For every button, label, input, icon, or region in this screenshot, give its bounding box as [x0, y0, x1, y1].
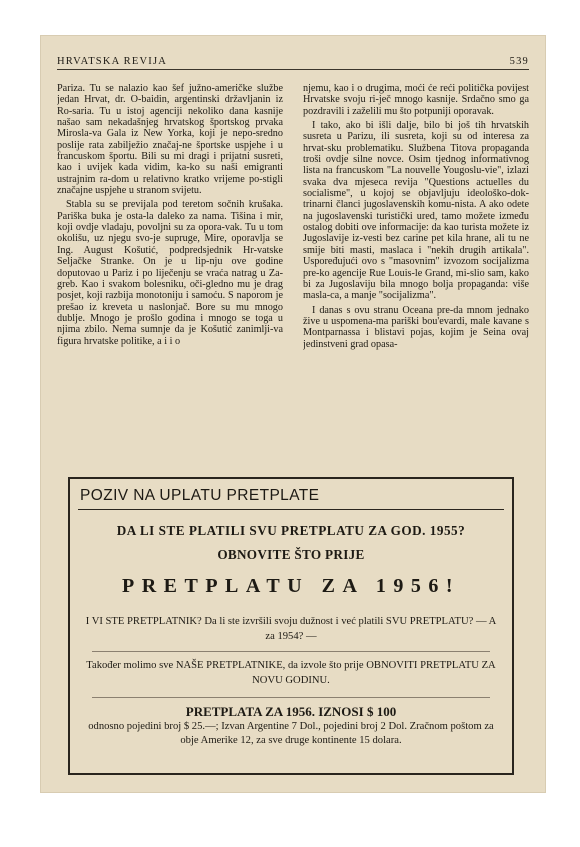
- right-paragraph-1: njemu, kao i o drugima, moći će reći politička povijest Hrvatske svoju ri-ječ mnogo kasnije. Srdačno smo ga pozdravili i zaželili mu što potpuniji oporavak.: [303, 83, 529, 117]
- notice-title: POZIV NA UPLATU PRETPLATE: [80, 487, 320, 504]
- notice-price-heading: PRETPLATA ZA 1956. IZNOSI $ 100: [185, 704, 397, 719]
- running-header: [57, 49, 529, 70]
- journal-page: [40, 35, 546, 793]
- right-column: [303, 83, 529, 493]
- notice-title-rule: [78, 509, 504, 510]
- page-number: 539: [509, 56, 529, 67]
- notice-divider-2: [92, 697, 490, 698]
- notice-paragraph-2: Također molimo sve NAŠE PRETPLATNIKE, da izvole što prije OBNOVITI PRETPLATU ZA NOVU GODINU.: [86, 660, 496, 686]
- notice-price-block: [84, 705, 498, 749]
- left-paragraph-2: Stabla su se previjala pod teretom sočnih krušaka. Pariška buka je osta-la daleko za nama. Tišina i mir, koji ovdje vladaju, povoljni su za opora-vak. Tu u tom okolišu, uz njegu svo-je supruge, Mire, oporavlja se Ing. August Košutić, podpredsjednik Hr-vatske Seljačke Stranke. On je u lip-nju ove godine doputovao u Pariz i po liječenju se vraća natrag u Za-greb. Kao i svakom bolesniku, oči-gledno mu je drag posjet, koji razbija monotoniju i samoću. S naporom je prešao iz kreveta u naslonjač. Bore su mu mnogo dublje. Mnogo je prošlo godina i mnogo se toga u njima zbilo. Nema sumnje da je Košutić zanimlji-va figura hrvatske politike, a i i o: [57, 199, 283, 347]
- right-paragraph-3: I danas s ovu stranu Oceana pre-da mnom jednako žive u uspomena-ma pariški bou'evardi, male kavane s Montparnassa i blistavi pojas, kojim je Seina ovaj jedinstveni grad opasa-: [303, 304, 529, 350]
- left-paragraph-1: Pariza. Tu se nalazio kao šef južno-američke službe jedan Hrvat, dr. O-baidin, argentinski državljanin iz Ro-saria. Tu u istoj agenciji nekoliko dana kasnije našao sam nekadašnjeg hrvatskog športskog prvaka Mirosla-va Gala iz New Yorka, koji je nepo-sredno poslije rata zabilježio značaj-ne športske uspjehe i u francuskom športu. Bili su mi dragi i prijatni susreti, kao i uvijek kada vidim, ka-ko su naši emigranti ustrajnim ra-dom u relativno kratko vrijeme po-stigli značajne uspjehe u stranom svijetu.: [57, 83, 283, 197]
- notice-divider-1: [92, 651, 490, 652]
- article-columns: [57, 83, 529, 493]
- notice-big-heading: PRETPLATU ZA 1956!: [122, 575, 460, 597]
- notice-renew-heading: OBNOVITE ŠTO PRIJE: [217, 547, 365, 562]
- subscription-notice-box: [68, 477, 514, 775]
- notice-price-text: odnosno pojedini broj $ 25.—; Izvan Argentine 7 Dol., pojedini broj 2 Dol. Zračnom poštom za obje Amerike 12, za sve druge kontinente 15 dolara.: [88, 720, 494, 746]
- right-paragraph-2: I tako, ako bi išli dalje, bilo bi još tih hrvatskih susreta u Parizu, ili susreta, koji su od interesa za hrvat-sku problematiku. Službena Titova propaganda troši ovdje silne novce. Osim tjednog informativnog lista na francuskom "La nouvelle Yougoslu-vie", izlazi svaka dva mjeseca revija "Questions actuelles du socialisme", u kojoj se objavljuju ideološko-dok-trinarni članci jugoslavenskih komu-nista. A ako odete na jugoslavenski turistički ured, tamo možete između ostalog dobiti ove informacije: da kao turista možete iz Jugoslavije iz-vesti bez carine pet kila hrane, ali tu ne smije biti masti, maslaca i "nekih drugih artikala". Uspoređujući ovo s "masovnim" izvozom socijalizma pre-ko agencije Rue Louis-le Grand, mi-slio sam, kako bi za Jugoslaviju bila mnogo bolja propaganda: više masla-ca, a manje "socijalizma".: [303, 120, 529, 302]
- left-column: [57, 83, 283, 493]
- journal-title: HRVATSKA REVIJA: [57, 56, 168, 67]
- notice-paragraph-1: I VI STE PRETPLATNIK? Da li ste izvršili svoju dužnost i već platili SVU PRETPLATU? — A za 1954? —: [85, 616, 497, 642]
- notice-question: DA LI STE PLATILI SVU PRETPLATU ZA GOD. 1955?: [116, 523, 466, 538]
